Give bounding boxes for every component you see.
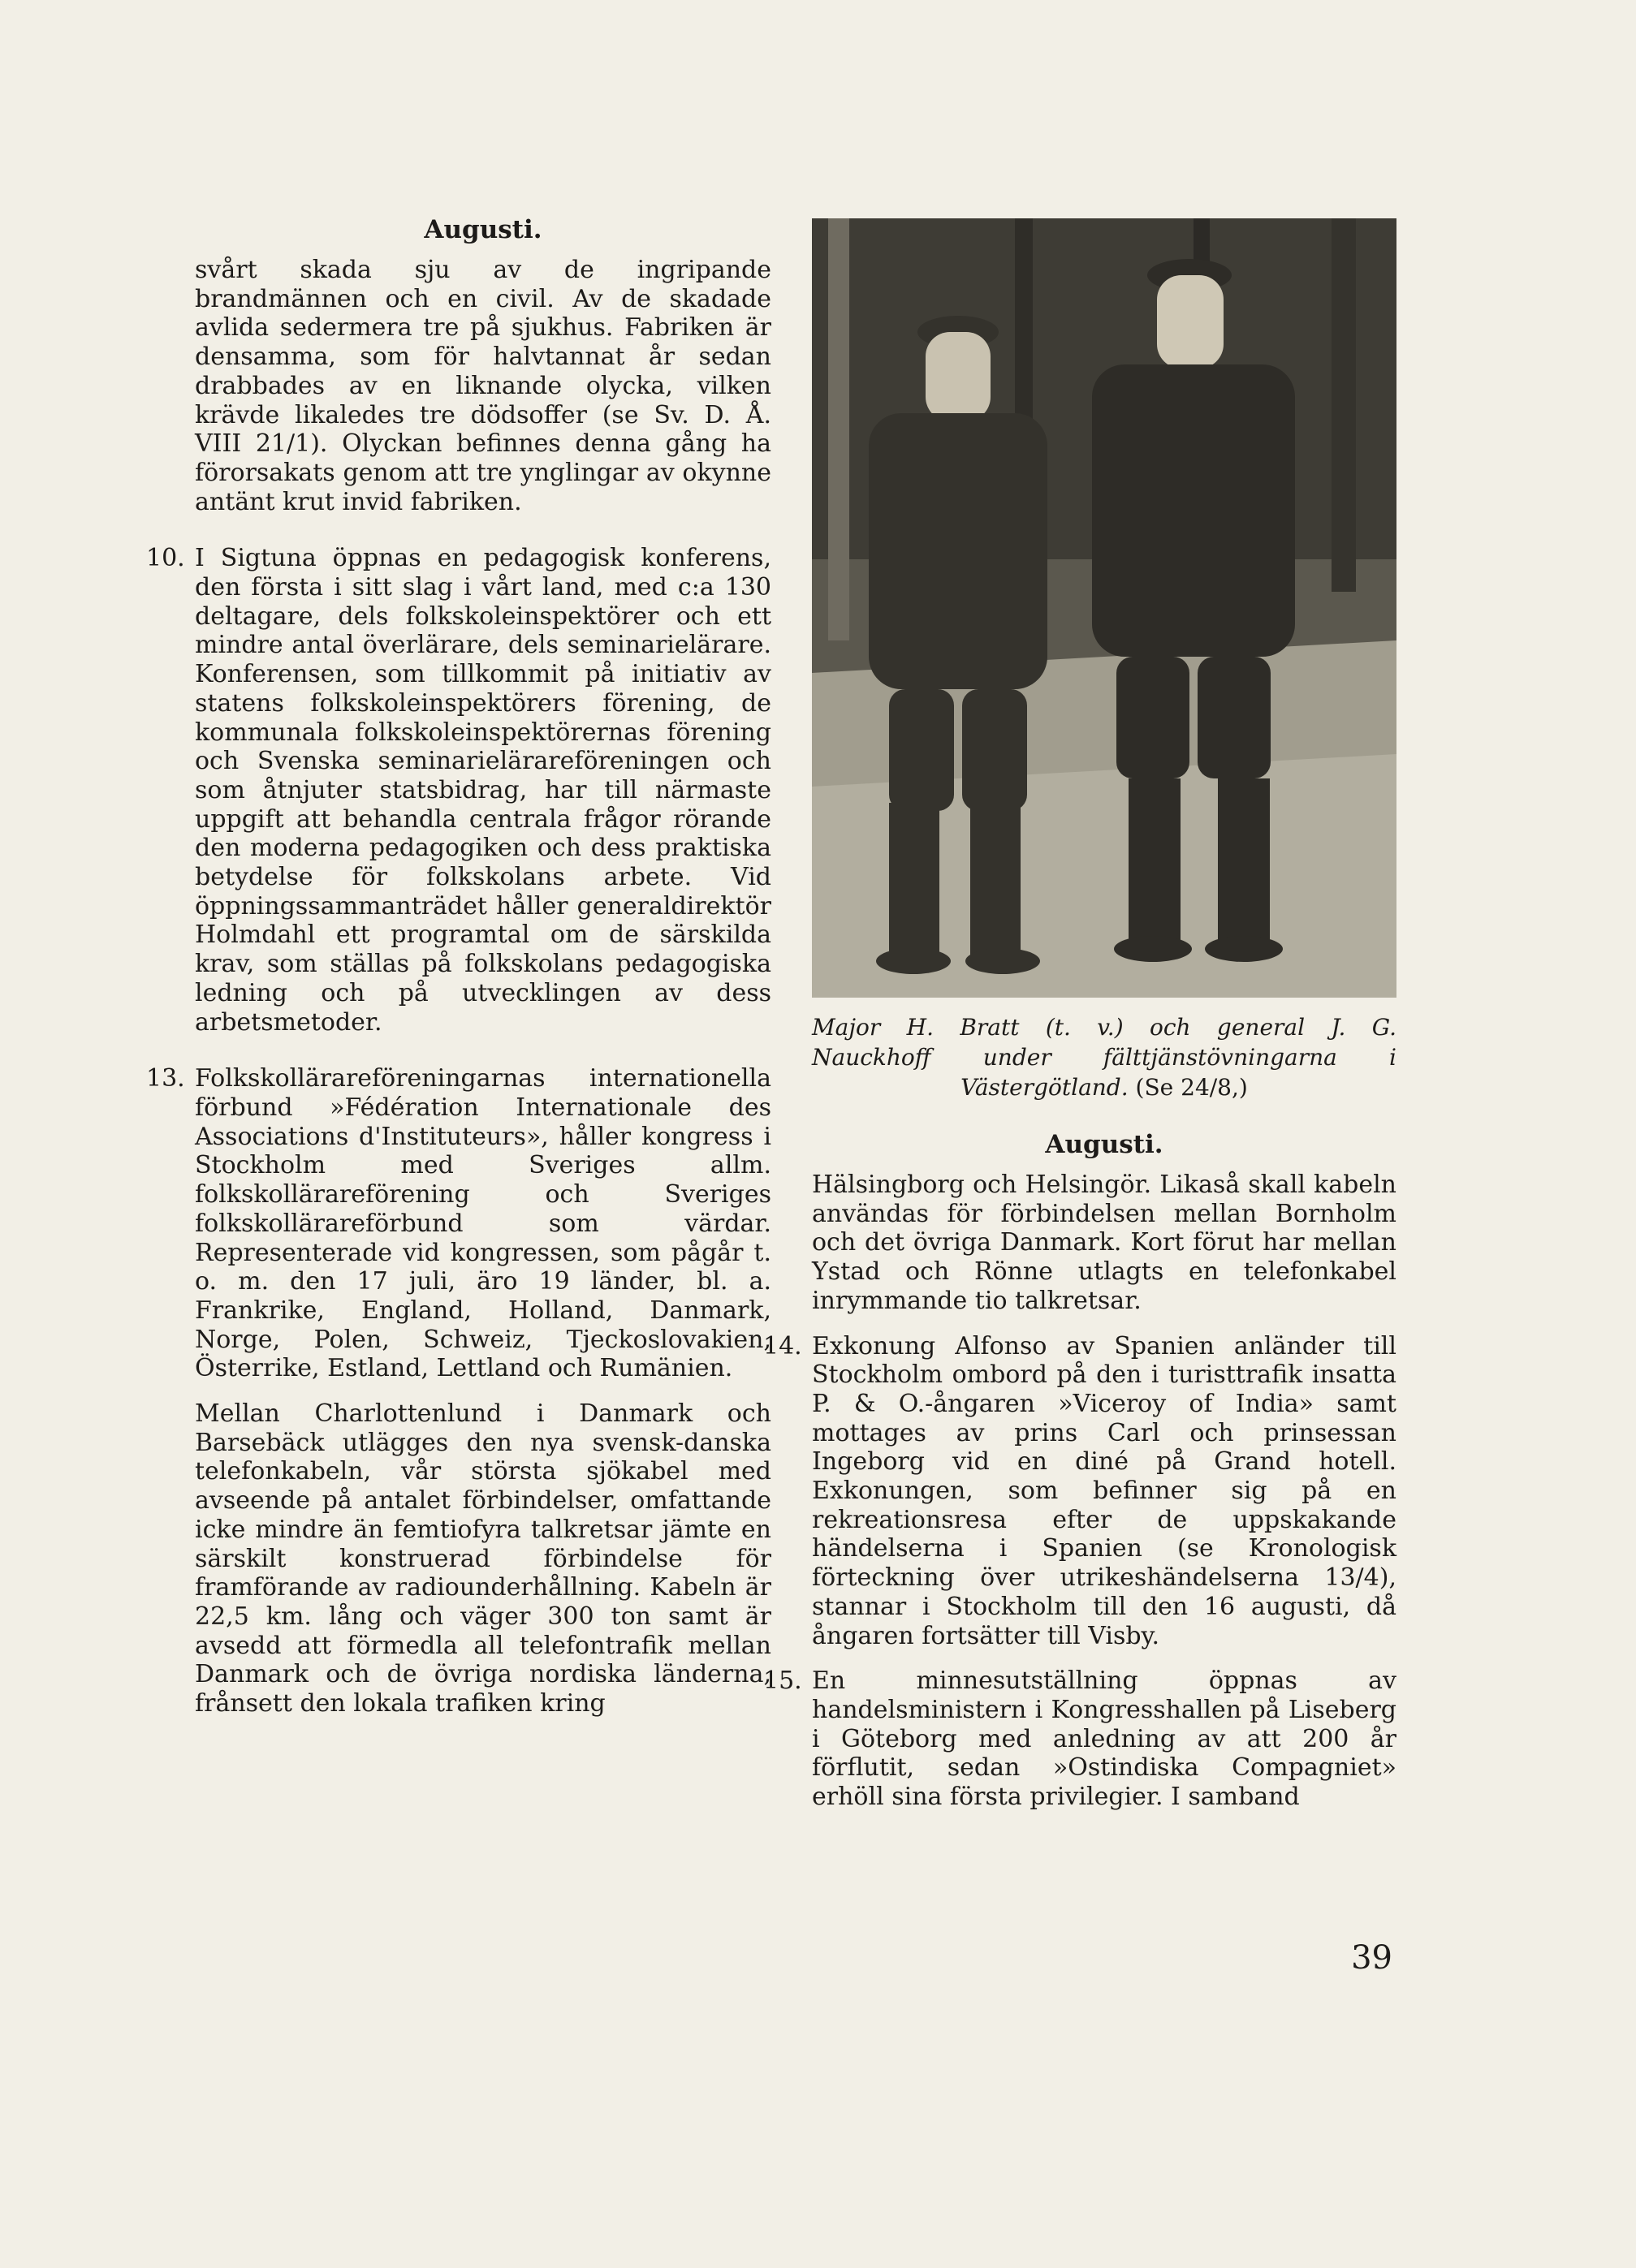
entry-10-number: 10. (146, 544, 185, 573)
photo-caption (812, 1012, 1396, 1102)
caption-line-3 (812, 1072, 1396, 1102)
right-column (763, 215, 1396, 1812)
page-number: 39 (1351, 1939, 1392, 1977)
entry-14-text: Exkonung Alfonso av Spanien anländer till Stockholm ombord på den i turisttrafik insatta P. & O.-ångaren »Viceroy of India» samt mottages av prins Carl och prinsessan Ingeborg vid en diné på Grand hotell. Exkonungen, som befinner sig på en rekreationsresa efter de uppskakande händelserna i Spanien (se Kronologisk förteckning över utrikeshändelserna 13/4), stannar i Stockholm till den 16 augusti, då ångaren fortsätter till Visby. (812, 1331, 1396, 1650)
entry-15 (763, 1667, 1396, 1812)
left-closing-paragraph: Mellan Charlottenlund i Danmark och Barsebäck utlägges den nya svensk-danska telefonkabeln, vår största sjökabel med avseende på antalet förbindelser, omfattande icke mindre än femtiofyra talkretsar jämte en särskilt konstruerad förbindelse för framförande av radiounderhållning. Kabeln är 22,5 km. lång och väger 300 ton samt är avsedd att förmedla all telefontrafik mellan Danmark och de övriga nordiska länderna, frånsett den lokala trafiken kring (195, 1399, 771, 1718)
left-month-header: Augusti. (424, 215, 542, 244)
left-intro-paragraph: svårt skada sju av de ingripande brandmännen och en civil. Av de skadade avlida sedermera tre på sjukhus. Fabriken är densamma, som för halvtannat år sedan drabbades av en liknande olycka, vilken krävde likaledes tre dödsoffer (se Sv. D. Å. VIII 21/1). Olyckan befinnes denna gång ha förorsakats genom att tre ynglingar av okynne antänt krut invid fabriken. (195, 256, 771, 516)
entry-15-text: En minnesutställning öppnas av handelsministern i Kongresshallen på Liseberg i Göteborg med anledning av att 200 år förflutit, sedan »Ostindiska Compagniet» erhöll sina första privilegier. I samband (812, 1667, 1396, 1812)
caption-place: Västergötland. (960, 1074, 1129, 1101)
entry-14 (763, 1331, 1396, 1651)
right-month-header: Augusti. (1045, 1130, 1163, 1159)
caption-line-2: Nauckhoff under fälttjänstövningarna i (812, 1044, 1396, 1071)
left-column (146, 215, 771, 1718)
photo-illustration (812, 218, 1396, 998)
right-intro-paragraph: Hälsingborg och Helsingör. Likaså skall kabeln användas för förbindelsen mellan Bornholm och det övriga Danmark. Kort förut har mellan Ystad och Rönne utlagts en telefonkabel inrymmande tio talkretsar. (812, 1171, 1396, 1315)
entry-13 (146, 1064, 771, 1383)
entry-15-number: 15. (763, 1667, 802, 1696)
caption-reference: (Se 24/8,) (1135, 1074, 1248, 1101)
entry-14-number: 14. (763, 1331, 802, 1360)
entry-13-number: 13. (146, 1064, 185, 1093)
photo-two-officers (812, 218, 1396, 998)
entry-10-text: I Sigtuna öppnas en pedagogisk konferens, den första i sitt slag i vårt land, med c:a 130 deltagare, dels folkskoleinspektörer och ett mindre antal överlärare, dels seminarielärare. Konferensen, som tillkommit på initiativ av statens folkskoleinspektörers förening, de kommunala folkskoleinspektörernas förening och Svenska seminarielärareföreningen och som åtnjuter statsbidrag, har till närmaste uppgift att behandla centrala frågor rörande den moderna pedagogiken och dess praktiska betydelse för folkskolans arbete. Vid öppningssammanträdet håller generaldirektör Holmdahl ett programtal om de särskilda krav, som ställas på folkskolans pedagogiska ledning och på utvecklingen av dess arbetsmetoder. (195, 544, 771, 1037)
entry-10 (146, 544, 771, 1037)
caption-line-1: Major H. Bratt (t. v.) och general J. G. (812, 1014, 1396, 1041)
entry-13-text: Folkskollärareföreningarnas internationella förbund »Fédération Internationale des Associations d'Instituteurs», håller kongress i Stockholm med Sveriges allm. folkskollärareförening och Sveriges folkskollärareförbund som värdar. Representerade vid kongressen, som pågår t. o. m. den 17 juli, äro 19 länder, bl. a. Frankrike, England, Holland, Danmark, Norge, Polen, Schweiz, Tjeckoslovakien, Österrike, Estland, Lettland och Rumänien. (195, 1064, 771, 1383)
